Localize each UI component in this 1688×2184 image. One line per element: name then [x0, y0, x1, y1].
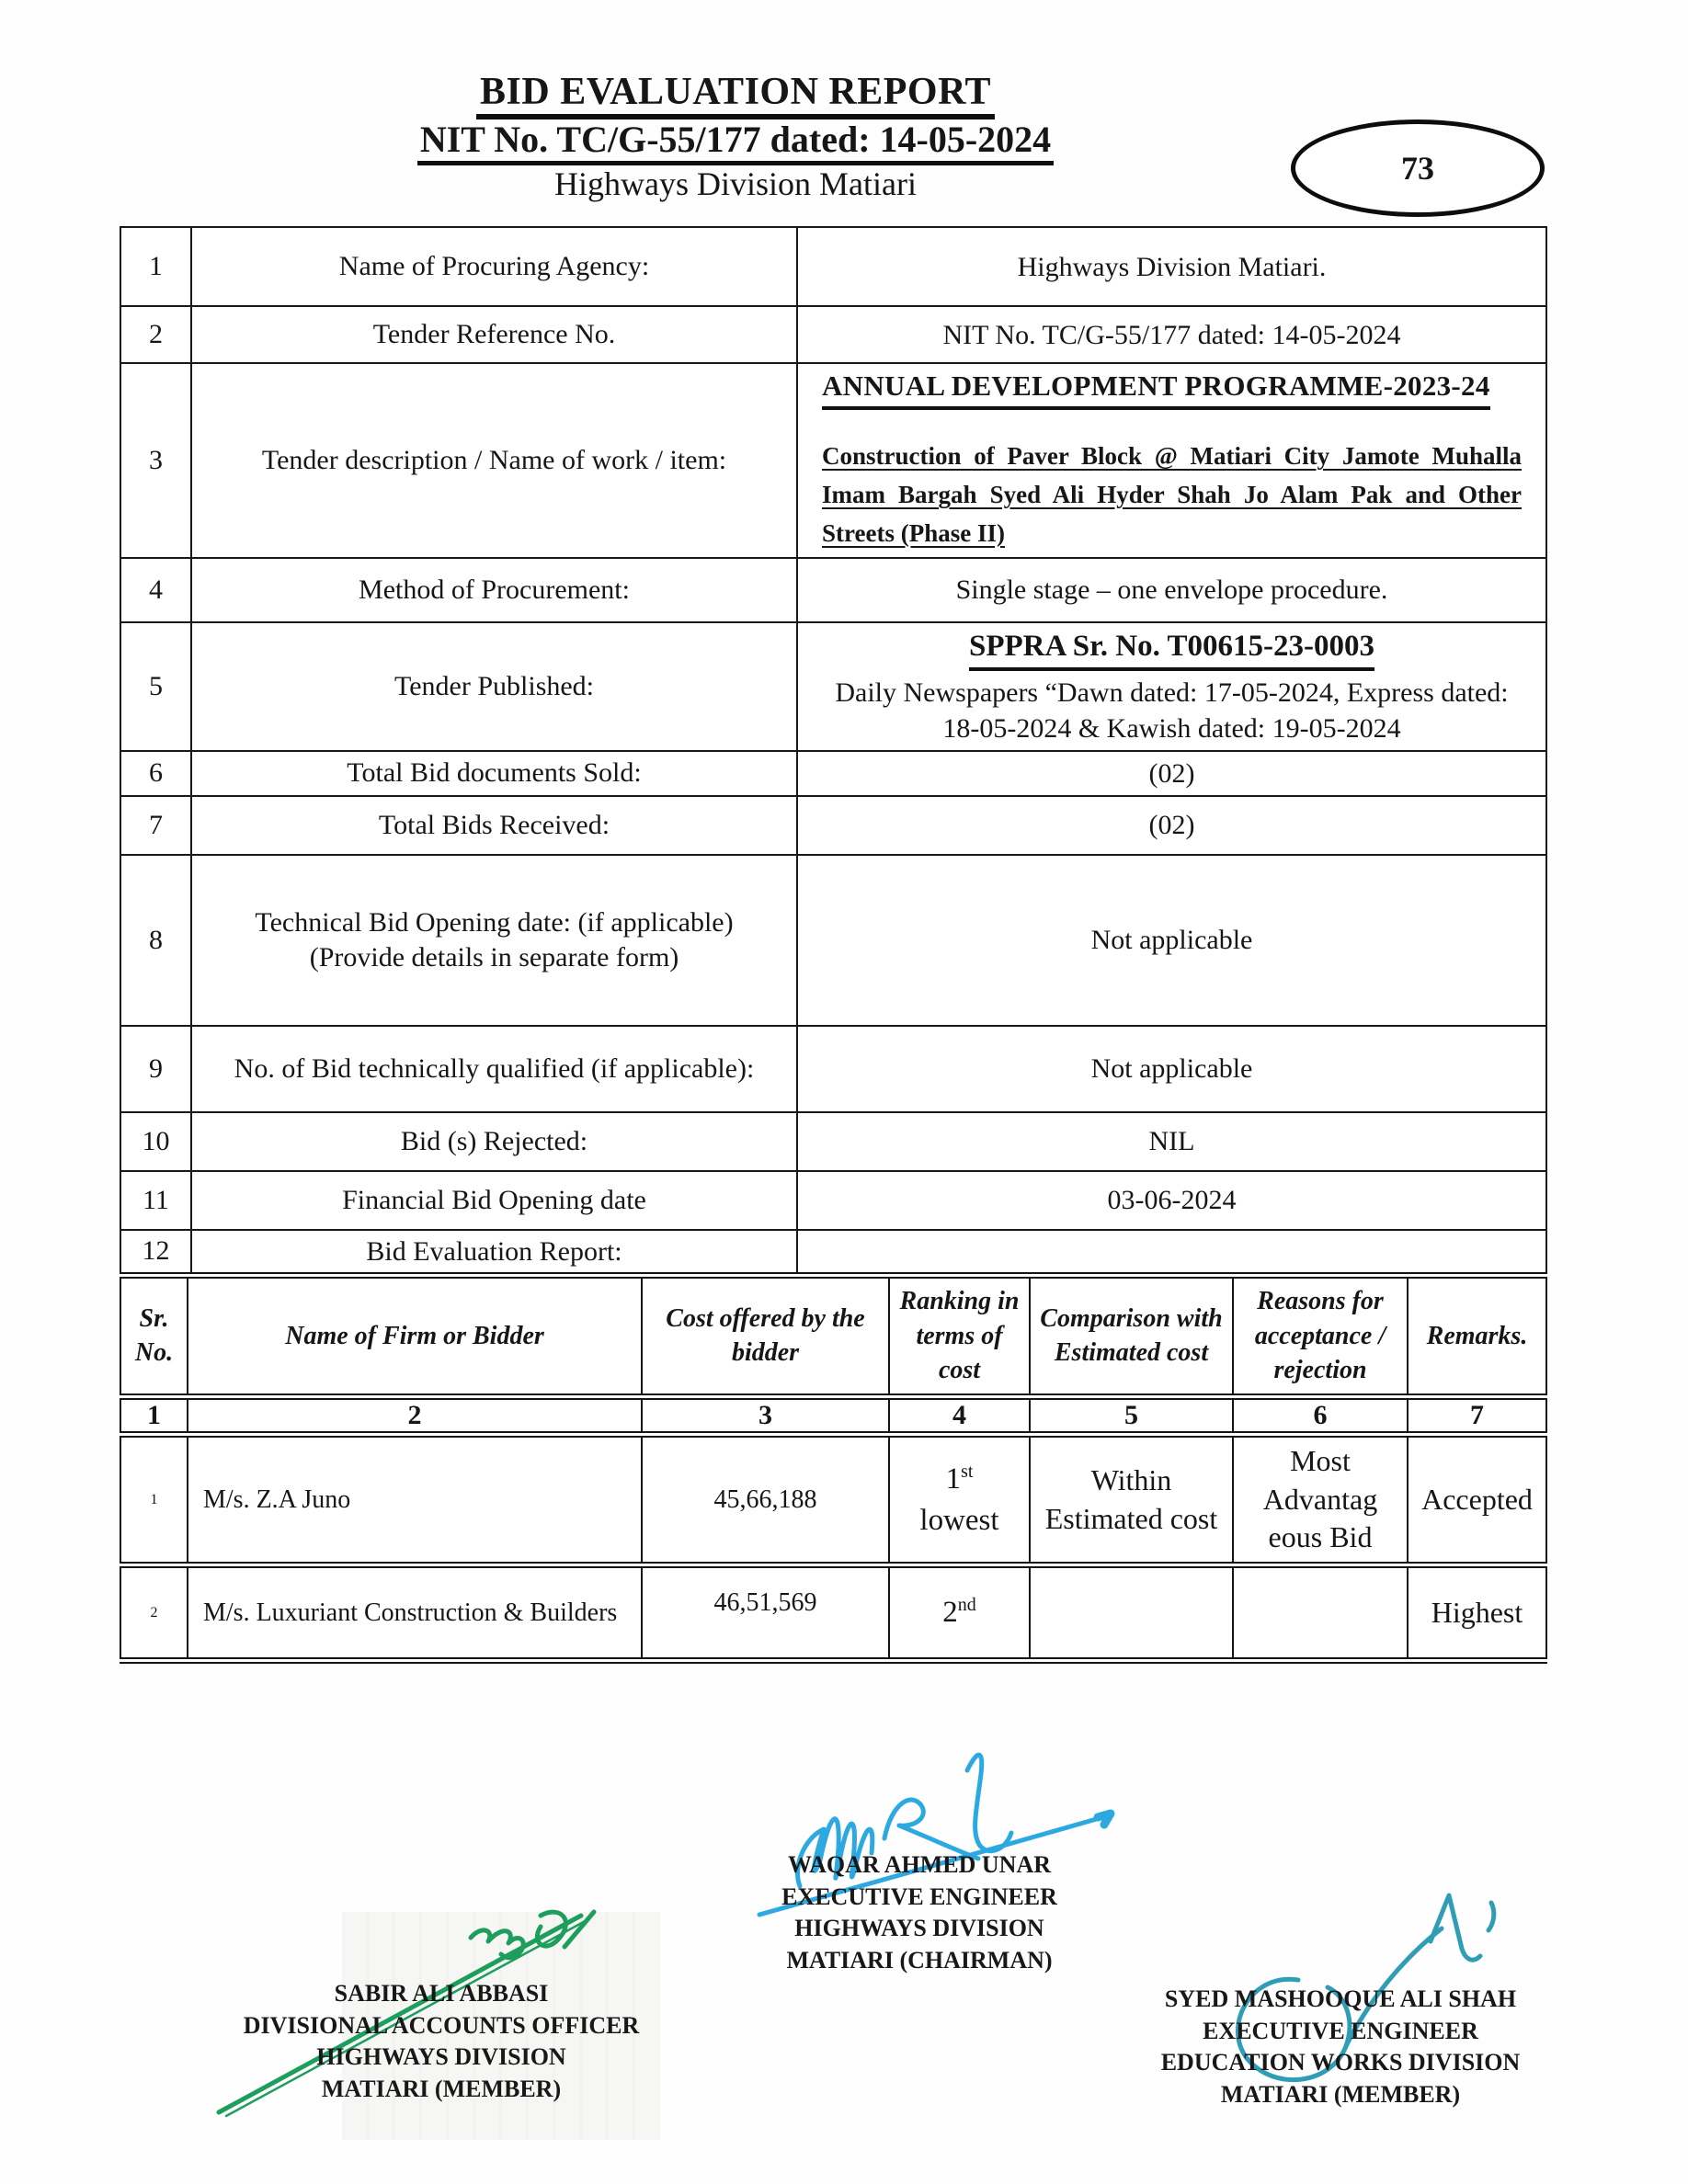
bidder-sr: 1 [120, 1435, 188, 1565]
row-number: 6 [120, 751, 191, 796]
row-value: 03-06-2024 [797, 1171, 1546, 1230]
info-row [120, 622, 1546, 751]
bidder-row [120, 1435, 1546, 1565]
row-label: Financial Bid Opening date [191, 1171, 797, 1230]
row-value [797, 363, 1546, 558]
row-value: Not applicable [797, 855, 1546, 1026]
row-label: Total Bids Received: [191, 796, 797, 855]
publication-detail: Daily Newspapers “Dawn dated: 17-05-2024, Express dated: 18-05-2024 & Kawish dated: 19-05-2024 [835, 677, 1509, 744]
info-row [120, 306, 1546, 363]
bidder-comparison [1030, 1565, 1233, 1661]
row-number: 1 [120, 227, 191, 306]
col-header-comparison: Comparison with Estimated cost [1030, 1275, 1233, 1396]
row-value: NIL [797, 1112, 1546, 1171]
info-row [120, 1112, 1546, 1171]
col-header-firm: Name of Firm or Bidder [188, 1275, 642, 1396]
signatory-org: HIGHWAYS DIVISION [316, 2043, 566, 2071]
rank-word: lowest [919, 1503, 999, 1537]
row-label-line1: Technical Bid Opening date: (if applicable) [255, 907, 734, 938]
row-label: No. of Bid technically qualified (if applicable): [191, 1026, 797, 1112]
division-title: Highways Division Matiari [554, 165, 917, 202]
bid-table-header-row [120, 1275, 1546, 1396]
signatory-role: MATIARI (MEMBER) [1220, 2080, 1461, 2108]
col-number: 3 [642, 1397, 889, 1435]
bidder-remarks: Accepted [1408, 1435, 1546, 1565]
bidder-reason: Most Advantag​eous Bid [1233, 1435, 1408, 1565]
bidder-firm: M/s. Z.A Juno [188, 1435, 642, 1565]
col-number: 6 [1233, 1397, 1408, 1435]
bidder-comparison: Within Estimated cost [1030, 1435, 1233, 1565]
chairman-signature-block [736, 1849, 1103, 1976]
row-number: 12 [120, 1230, 191, 1274]
row-value: Single stage – one envelope procedure. [797, 558, 1546, 622]
rank-ordinal: 1st [945, 1462, 974, 1496]
info-row [120, 227, 1546, 306]
row-value [797, 1230, 1546, 1274]
bid-table-colnum-row [120, 1397, 1546, 1435]
info-row [120, 855, 1546, 1026]
bidder-cost: 46,51,569 [642, 1565, 889, 1661]
bidder-cost: 45,66,188 [642, 1435, 889, 1565]
row-label: Name of Procuring Agency: [191, 227, 797, 306]
col-number: 7 [1408, 1397, 1546, 1435]
bidder-rank [889, 1565, 1030, 1661]
page-number-badge [1291, 119, 1545, 217]
col-number: 1 [120, 1397, 188, 1435]
row-label: Bid (s) Rejected: [191, 1112, 797, 1171]
row-value: Highways Division Matiari. [797, 227, 1546, 306]
info-row [120, 1171, 1546, 1230]
bidder-remarks: Highest [1408, 1565, 1546, 1661]
signatory-role: MATIARI (MEMBER) [321, 2075, 562, 2102]
row-value: Not applicable [797, 1026, 1546, 1112]
signatory-name: SABIR ALI ABBASI [334, 1980, 549, 2007]
page-title [0, 70, 1471, 116]
work-description: Construction of Paver Block @ Matiari City Jamote Muhalla Imam Bargah Syed Ali Hyder Shah Jo Alam Pak and Other Streets (Phase II) [822, 442, 1522, 547]
sppra-number: SPPRA Sr. No. T00615-23-0003 [969, 627, 1374, 671]
row-number: 4 [120, 558, 191, 622]
info-table [120, 226, 1547, 1274]
page-title-text: BID EVALUATION REPORT [476, 71, 995, 119]
signatory-title: DIVISIONAL ACCOUNTS OFFICER [243, 2011, 640, 2039]
row-label: Tender description / Name of work / item: [191, 363, 797, 558]
education-member-signature-block [1138, 1984, 1543, 2110]
info-row [120, 751, 1546, 796]
document-header [0, 70, 1471, 203]
info-row [120, 796, 1546, 855]
row-number: 3 [120, 363, 191, 558]
col-number: 4 [889, 1397, 1030, 1435]
row-value: (02) [797, 796, 1546, 855]
page-number: 73 [1401, 150, 1434, 187]
nit-subtitle-text: NIT No. TC/G-55/177 dated: 14-05-2024 [417, 119, 1054, 165]
signatory-name: WAQAR AHMED UNAR [788, 1851, 1051, 1878]
col-number: 5 [1030, 1397, 1233, 1435]
info-row [120, 558, 1546, 622]
info-row [120, 363, 1546, 558]
row-value: NIT No. TC/G-55/177 dated: 14-05-2024 [797, 306, 1546, 363]
bidder-row [120, 1565, 1546, 1661]
row-label: Tender Reference No. [191, 306, 797, 363]
signatory-org: HIGHWAYS DIVISION [794, 1915, 1044, 1942]
signatory-title: EXECUTIVE ENGINEER [1203, 2017, 1478, 2044]
info-row [120, 1230, 1546, 1274]
col-header-ranking: Ranking in terms of cost [889, 1275, 1030, 1396]
row-label: Bid Evaluation Report: [191, 1230, 797, 1274]
nit-subtitle [0, 118, 1471, 161]
row-number: 9 [120, 1026, 191, 1112]
row-label: Total Bid documents Sold: [191, 751, 797, 796]
signatory-name: SYED MASHOOQUE ALI SHAH [1164, 1985, 1517, 2012]
bidder-reason [1233, 1565, 1408, 1661]
row-number: 5 [120, 622, 191, 751]
row-number: 8 [120, 855, 191, 1026]
signatory-title: EXECUTIVE ENGINEER [781, 1883, 1057, 1910]
row-value [797, 622, 1546, 751]
col-header-cost: Cost offered by the bidder [642, 1275, 889, 1396]
bidder-sr: 2 [120, 1565, 188, 1661]
bid-table [120, 1272, 1547, 1664]
rank-ordinal: 2nd [942, 1595, 976, 1630]
col-number: 2 [188, 1397, 642, 1435]
bidder-rank [889, 1435, 1030, 1565]
row-number: 11 [120, 1171, 191, 1230]
row-number: 10 [120, 1112, 191, 1171]
tables-area [120, 226, 1545, 1664]
signatory-role: MATIARI (CHAIRMAN) [786, 1946, 1053, 1974]
programme-heading: ANNUAL DEVELOPMENT PROGRAMME-2023-24 [822, 368, 1490, 410]
signatory-org: EDUCATION WORKS DIVISION [1160, 2049, 1521, 2076]
row-number: 7 [120, 796, 191, 855]
info-row [120, 1026, 1546, 1112]
accounts-officer-signature-block [221, 1978, 662, 2105]
col-header-sr: Sr. No. [120, 1275, 188, 1396]
row-number: 2 [120, 306, 191, 363]
row-label [191, 855, 797, 1026]
row-value: (02) [797, 751, 1546, 796]
row-label: Tender Published: [191, 622, 797, 751]
row-label: Method of Procurement: [191, 558, 797, 622]
col-header-remarks: Remarks. [1408, 1275, 1546, 1396]
row-label-line2: (Provide details in separate form) [309, 941, 679, 973]
bidder-firm: M/s. Luxuriant Construction & Builders [188, 1565, 642, 1661]
col-header-reasons: Reasons for acceptance / rejection [1233, 1275, 1408, 1396]
